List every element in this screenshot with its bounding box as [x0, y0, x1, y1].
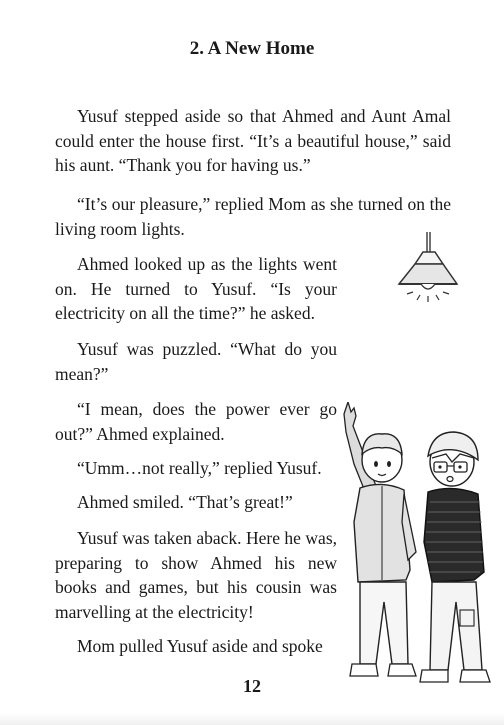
page-number: 12 — [243, 676, 261, 696]
paragraph-8: Yusuf was taken aback. Here he was, preparing to show Ahmed his new books and games, but his cousin was marvelling at the electricity! — [55, 528, 337, 622]
paragraph-3: Ahmed looked up as the lights went on. He turned to Yusuf. “Is your electricity on all the time?” he asked. — [55, 254, 337, 323]
two-boys-illustration — [336, 402, 500, 702]
paragraph-2: “It’s our pleasure,” replied Mom as she turned on the living room lights. — [55, 194, 451, 239]
paragraph-1: Yusuf stepped aside so that Ahmed and Aunt Amal could enter the house first. “It’s a beautiful house,” said his aunt. “Thank you for having us.” — [55, 106, 451, 175]
paragraph-9: Mom pulled Yusuf aside and spoke — [77, 636, 323, 656]
paragraph-6: “Umm…not really,” replied Yusuf. — [77, 458, 322, 478]
paragraph-5: “I mean, does the power ever go out?” Ahmed explained. — [55, 399, 337, 444]
page-edge-shadow — [0, 713, 504, 725]
chapter-title: 2. A New Home — [189, 38, 315, 59]
ceiling-lamp-illustration — [385, 228, 465, 308]
paragraph-4: Yusuf was puzzled. “What do you mean?” — [55, 339, 337, 384]
paragraph-7: Ahmed smiled. “That’s great!” — [77, 492, 293, 512]
